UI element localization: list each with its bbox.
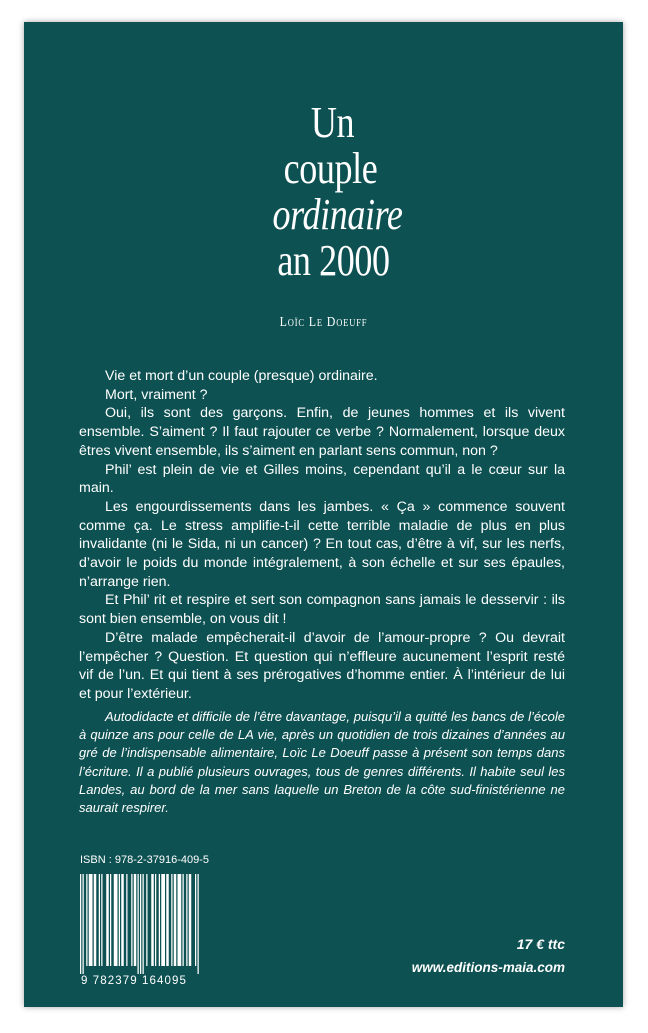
barcode-bar	[155, 874, 156, 966]
barcode-bar	[94, 874, 97, 966]
title-line-3: ordinaire	[272, 190, 403, 239]
title-line-1: Un	[310, 98, 355, 147]
barcode-bar	[83, 874, 84, 974]
title-line-4: an 2000	[277, 236, 390, 285]
author-bio-text: Autodidacte et difficile de l’être davantage, puisqu’il a quitté les bancs de l’école à quinze ans pour celle de LA vie, après un quotidien de trois dizaines d’années au gré de l’indispensable alimentaire, Loïc Le Doeuff passe à présent son temps dans l’écriture. Il a publié plusieurs ouvrages, tous de genres différents. Il habite seul les Landes, au bord de la mer sans laquelle un Breton de la côte sud-finistérienne ne saurait respirer.	[79, 709, 565, 816]
barcode-bar	[80, 874, 81, 974]
barcode-bar	[138, 874, 139, 974]
barcode-bar	[110, 874, 111, 966]
barcode-bar	[195, 874, 196, 966]
barcode-bar	[101, 874, 102, 966]
barcode-bar	[106, 874, 109, 966]
barcode-bar	[119, 874, 120, 966]
barcode-bar	[189, 874, 192, 966]
barcode-bar	[166, 874, 169, 966]
synopsis-paragraph: Et Phil’ rit et respire et sert son compagnon sans jamais le desservir : ils sont bien ensemble, on vous dit !	[79, 592, 565, 628]
synopsis-paragraph: Vie et mort d’un couple (presque) ordinaire.	[105, 368, 378, 384]
barcode-bar	[161, 874, 165, 966]
barcode-bar	[121, 874, 124, 966]
synopsis-paragraph: Mort, vraiment ?	[105, 386, 208, 403]
synopsis-paragraph: Les engourdissements dans les jambes. « Ça » commence souvent comme ça. Le stress amplifie-t-il cette terrible maladie de plus en plus invalidante (ni le Sida, ni un cancer) ? En tout cas, d’être à vif, sur les nerfs, d’avoir le poids du monde intégralement, à son échelle et sur ses épaules, n’arrange rien.	[79, 498, 565, 590]
barcode-bar	[174, 874, 177, 966]
synopsis-paragraph: Oui, ils sont des garçons. Enfin, de jeunes hommes et ils vivent ensemble. S’aiment ? Il faut rajouter ce verbe ? Normalement, lorsque deux êtres vivent ensemble, ils s’aiment en parlant sens commun, non ?	[79, 405, 565, 459]
publisher-website: www.editions-maia.com	[411, 960, 565, 975]
barcode-bar	[140, 874, 141, 974]
barcode-digits: 9 782379 164095	[81, 975, 188, 987]
barcode-bar	[198, 874, 199, 974]
isbn-label: ISBN : 978-2-37916-409-5	[80, 854, 210, 866]
price: 17 € ttc	[516, 936, 565, 952]
barcode-bar	[134, 874, 137, 966]
barcode-bar	[114, 874, 118, 966]
barcode-bar	[171, 874, 172, 966]
barcode-bar	[146, 874, 147, 966]
barcode-bar	[86, 874, 87, 966]
barcode-bars	[77, 874, 237, 974]
author-bio	[79, 708, 565, 817]
barcode-bar	[143, 874, 144, 974]
barcode-bar	[99, 874, 100, 966]
barcode-bar	[178, 874, 182, 966]
author-name: Loïc Le Doeuff	[279, 315, 368, 330]
synopsis	[79, 367, 565, 704]
barcode-bar	[126, 874, 127, 966]
barcode-bar	[159, 874, 160, 966]
barcode-bar	[151, 874, 154, 966]
title-line-2: couple	[283, 144, 378, 193]
barcode-bar	[183, 874, 184, 966]
barcode-bar	[131, 874, 132, 966]
book-back-cover	[24, 22, 623, 1007]
barcode-bar	[186, 874, 187, 966]
barcode-bar	[89, 874, 93, 966]
synopsis-paragraph: Phil’ est plein de vie et Gilles moins, cependant qu’il a le cœur sur la main.	[79, 461, 565, 497]
synopsis-paragraph: D’être malade empêcherait-il d’avoir de l’amour-propre ? Ou devrait l’empêcher ? Question. Et question qui n’effleure aucunement l’esprit resté vif de l’un. Et qui tient à ses prérogatives d’homme entier. À l’intérieur de lui et pour l’extérieur.	[79, 629, 565, 702]
book-title	[24, 100, 623, 284]
barcode	[77, 874, 237, 990]
